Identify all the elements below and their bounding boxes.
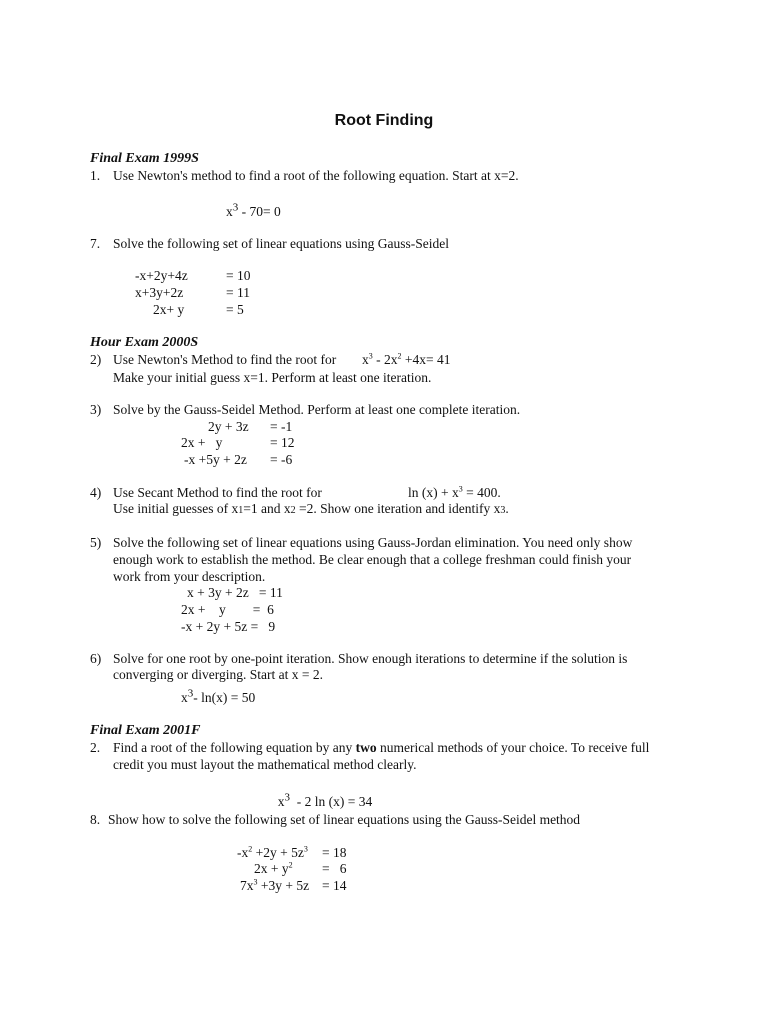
f2-equation xyxy=(271,778,372,810)
f8-eq-part: -x xyxy=(237,845,249,860)
h2-text: Use Newton's Method to find the root for xyxy=(113,352,337,367)
h3-eq-row-3-lhs: -x +5y + 2z xyxy=(184,452,247,467)
section-hour-exam-2000s: Hour Exam 2000S xyxy=(90,335,199,350)
f8-text: Show how to solve the following set of linear equations using the Gauss-Seidel method xyxy=(108,812,581,827)
h3-text: Solve by the Gauss-Seidel Method. Perform at least one complete iteration. xyxy=(113,402,521,417)
h4-subscript: 3 xyxy=(500,505,506,516)
h4-subscript: 2 xyxy=(290,505,296,516)
q7-eq-row-2-lhs: x+3y+2z xyxy=(135,285,184,300)
h2-eq-part: x xyxy=(362,352,369,367)
h3-number: 3) xyxy=(90,402,102,417)
f2-line-1-emphasis: two xyxy=(355,740,377,755)
f8-eq-part: +2y + 5z xyxy=(252,845,304,860)
h4-line-2-text: =1 and x xyxy=(243,501,291,516)
h6-eq-rest: - ln(x) = 50 xyxy=(193,690,256,705)
q7-eq-row-2-rhs: = 11 xyxy=(226,285,250,300)
q1-eq-rest: - 70= 0 xyxy=(238,204,281,219)
h4-eq-part: = 400. xyxy=(462,485,501,500)
f8-eq-exponent: 3 xyxy=(253,877,258,887)
h4-line-2 xyxy=(113,501,509,517)
h6-line-2: converging or diverging. Start at x = 2. xyxy=(113,667,323,682)
h5-eq-row-3: -x + 2y + 5z = 9 xyxy=(181,619,276,634)
page-title: Root Finding xyxy=(334,112,434,129)
h4-number: 4) xyxy=(90,485,102,500)
h4-line-2-text: =2. Show one iteration and identify x xyxy=(295,501,501,516)
f8-eq-exponent: 2 xyxy=(248,844,253,854)
f8-eq-row-2-lhs xyxy=(254,861,293,877)
f2-line-2: credit you must layout the mathematical method clearly. xyxy=(113,757,417,772)
h6-eq-base: x xyxy=(181,690,188,705)
h3-eq-row-2-lhs: 2x + y xyxy=(181,435,223,450)
q7-eq-row-3-rhs: = 5 xyxy=(226,302,244,317)
h2-equation xyxy=(362,352,450,368)
h2-number: 2) xyxy=(90,352,102,367)
section-final-exam-2001f: Final Exam 2001F xyxy=(90,723,201,738)
q1-equation xyxy=(226,201,281,220)
f8-eq-part: +3y + 5z xyxy=(257,878,310,893)
h4-subscript: 1 xyxy=(238,505,244,516)
f8-eq-row-1-rhs: = 18 xyxy=(322,845,347,860)
f2-line-1 xyxy=(113,740,649,756)
f8-eq-row-3-rhs: = 14 xyxy=(322,878,347,893)
h6-line-1: Solve for one root by one-point iteration. Show enough iterations to determine if the solution is xyxy=(113,651,628,666)
q7-eq-row-1-rhs: = 10 xyxy=(226,268,251,283)
q7-eq-row-1-lhs: -x+2y+4z xyxy=(135,268,188,283)
f8-eq-exponent: 3 xyxy=(303,844,308,854)
h6-number: 6) xyxy=(90,651,102,666)
f8-eq-exponent: 2 xyxy=(288,860,293,870)
h2-eq-part: +4x= 41 xyxy=(401,352,451,367)
h4-equation xyxy=(408,485,501,501)
q1-text: Use Newton's method to find a root of the following equation. Start at x=2. xyxy=(113,168,519,183)
q7-number: 7. xyxy=(90,236,101,251)
h5-eq-row-2: 2x + y = 6 xyxy=(181,602,274,617)
h4-eq-exponent: 3 xyxy=(458,484,463,494)
q7-eq-row-3-lhs: 2x+ y xyxy=(153,302,185,317)
h5-line-3: work from your description. xyxy=(113,569,266,584)
f8-eq-row-2-rhs: = 6 xyxy=(322,861,347,876)
h5-number: 5) xyxy=(90,535,102,550)
h2-eq-exponent: 2 xyxy=(397,351,402,361)
f2-number: 2. xyxy=(90,740,101,755)
q7-text: Solve the following set of linear equations using Gauss-Seidel xyxy=(113,236,449,251)
h3-eq-row-1-rhs: = -1 xyxy=(270,419,293,434)
f8-number: 8. xyxy=(90,812,101,827)
section-final-exam-1999s: Final Exam 1999S xyxy=(90,151,199,166)
h6-eq-exponent: 3 xyxy=(187,687,194,700)
f2-eq-base: x xyxy=(277,794,285,809)
q1-eq-base: x xyxy=(226,204,233,219)
f2-line-1-text: Find a root of the following equation by any xyxy=(113,740,356,755)
f8-eq-row-1-lhs xyxy=(237,845,308,861)
f2-eq-rest: - 2 ln (x) = 34 xyxy=(290,794,373,809)
h2-eq-exponent: 3 xyxy=(368,351,373,361)
h4-line-2-text: Use initial guesses of x xyxy=(113,501,239,516)
h2-line-2: Make your initial guess x=1. Perform at least one iteration. xyxy=(113,370,432,385)
q1-number: 1. xyxy=(90,168,101,183)
h3-eq-row-3-rhs: = -6 xyxy=(270,452,293,467)
f2-line-1-text: numerical methods of your choice. To receive full xyxy=(376,740,650,755)
f8-eq-part: 2x + y xyxy=(254,861,289,876)
h4-line-2-text: . xyxy=(505,501,509,516)
h3-eq-row-2-rhs: = 12 xyxy=(270,435,295,450)
h5-line-1: Solve the following set of linear equations using Gauss-Jordan elimination. You need only show xyxy=(113,535,633,550)
f8-eq-part: 7x xyxy=(240,878,254,893)
f8-eq-row-3-lhs xyxy=(240,878,309,894)
f2-eq-exponent: 3 xyxy=(284,791,290,804)
h5-line-2: enough work to establish the method. Be clear enough that a college freshman could finish your xyxy=(113,552,632,567)
q1-eq-exponent: 3 xyxy=(232,201,239,214)
h5-eq-row-1: x + 3y + 2z = 11 xyxy=(187,585,283,600)
h4-text: Use Secant Method to find the root for xyxy=(113,485,322,500)
h6-equation xyxy=(181,687,256,706)
h2-eq-part: - 2x xyxy=(372,352,398,367)
h4-eq-part: ln (x) + x xyxy=(408,485,459,500)
h3-eq-row-1-lhs: 2y + 3z xyxy=(208,419,249,434)
